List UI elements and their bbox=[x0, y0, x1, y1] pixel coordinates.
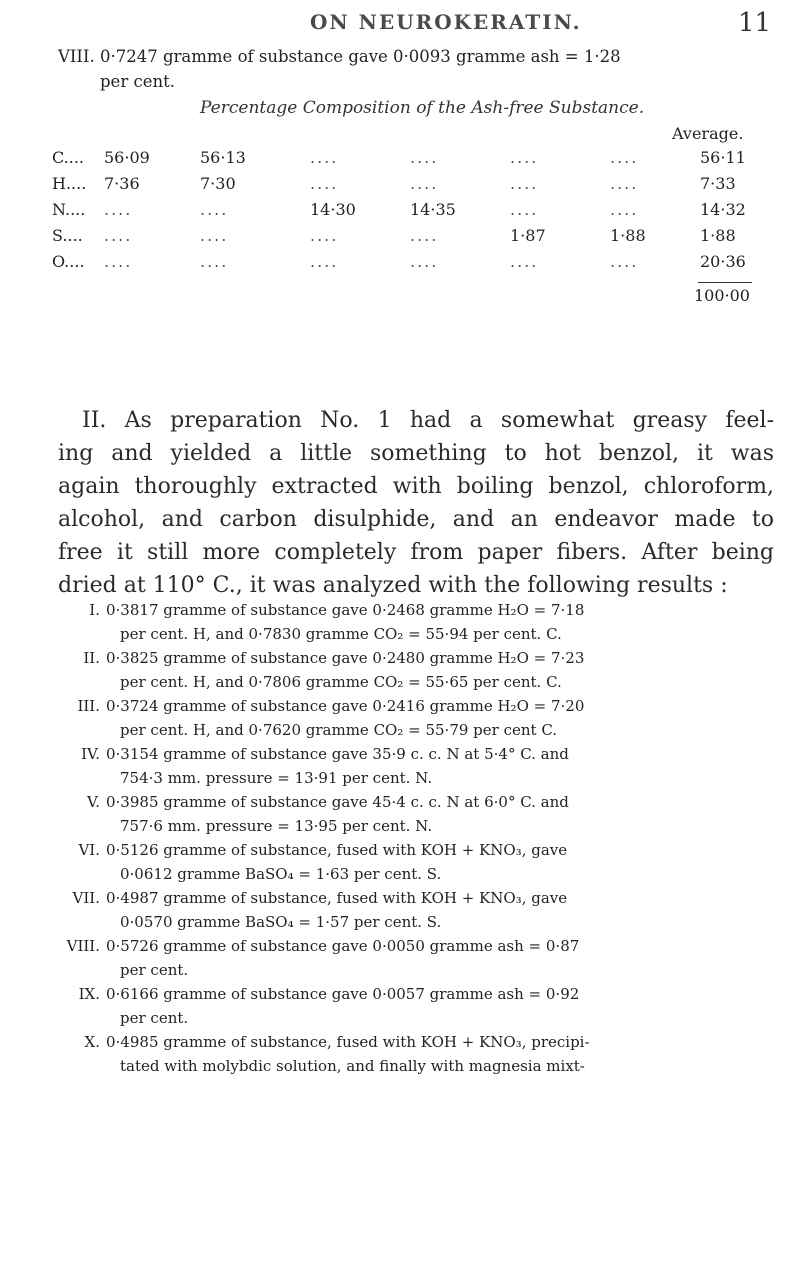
value-cell: 14·30 bbox=[310, 200, 356, 219]
average-value: 1·88 bbox=[700, 226, 736, 245]
lead-line-1: 0·7247 gramme of substance gave 0·0093 gramme ash = 1·28 bbox=[100, 47, 621, 66]
page-number: 11 bbox=[738, 8, 772, 38]
result-line: 0·3817 gramme of substance gave 0·2468 gramme H₂O = 7·18 bbox=[106, 601, 585, 619]
value-cell: 1·87 bbox=[510, 226, 546, 245]
leader-dots: .... bbox=[410, 148, 439, 167]
result-line: 757·6 mm. pressure = 13·95 per cent. N. bbox=[120, 817, 433, 835]
leader-dots: .... bbox=[510, 252, 539, 271]
result-text bbox=[106, 1030, 782, 1078]
result-text bbox=[106, 886, 782, 934]
result-text bbox=[106, 694, 782, 742]
leader-dots: .... bbox=[104, 252, 133, 271]
table-row bbox=[52, 226, 772, 252]
result-entry bbox=[52, 838, 782, 886]
average-value: 14·32 bbox=[700, 200, 746, 219]
value-cell: 14·35 bbox=[410, 200, 456, 219]
result-numeral: III. bbox=[77, 697, 100, 715]
average-value: 56·11 bbox=[700, 148, 746, 167]
result-numeral: II. bbox=[83, 649, 100, 667]
lead-numeral: VIII. bbox=[58, 47, 95, 66]
value-cell: 7·30 bbox=[200, 174, 236, 193]
leader-dots: .... bbox=[510, 200, 539, 219]
leader-dots: .... bbox=[410, 174, 439, 193]
lead-entry bbox=[58, 44, 780, 94]
result-line: 754·3 mm. pressure = 13·91 per cent. N. bbox=[120, 769, 433, 787]
paragraph-line: again thoroughly extracted with boiling benzol, chloroform, bbox=[58, 474, 774, 499]
table-title: Percentage Composition of the Ash-free Substance. bbox=[200, 98, 645, 118]
result-numeral: IX. bbox=[78, 985, 100, 1003]
result-text bbox=[106, 838, 782, 886]
result-line: per cent. H, and 0·7806 gramme CO₂ = 55·65 per cent. C. bbox=[120, 673, 562, 691]
paragraph-line: II. As preparation No. 1 had a somewhat greasy feel- bbox=[82, 408, 774, 433]
total-rule-row bbox=[52, 278, 772, 286]
result-entry bbox=[52, 694, 782, 742]
result-line: tated with molybdic solution, and finally with magnesia mixt- bbox=[120, 1057, 585, 1075]
result-line: 0·3724 gramme of substance gave 0·2416 gramme H₂O = 7·20 bbox=[106, 697, 585, 715]
element-symbol: C.... bbox=[52, 148, 85, 167]
result-line: 0·0612 gramme BaSO₄ = 1·63 per cent. S. bbox=[120, 865, 442, 883]
result-entry bbox=[52, 742, 782, 790]
leader-dots: .... bbox=[310, 226, 339, 245]
result-line: 0·3825 gramme of substance gave 0·2480 gramme H₂O = 7·23 bbox=[106, 649, 585, 667]
paragraph-line: free it still more completely from paper fibers. After being bbox=[58, 540, 774, 565]
leader-dots: .... bbox=[310, 148, 339, 167]
total-value: 100·00 bbox=[694, 286, 750, 305]
leader-dots: .... bbox=[610, 252, 639, 271]
value-cell: 56·13 bbox=[200, 148, 246, 167]
result-text bbox=[106, 934, 782, 982]
result-line: 0·4985 gramme of substance, fused with KOH + KNO₃, precipi- bbox=[106, 1033, 590, 1051]
element-symbol: O.... bbox=[52, 252, 85, 271]
value-cell: 56·09 bbox=[104, 148, 150, 167]
leader-dots: .... bbox=[310, 174, 339, 193]
table-row bbox=[52, 200, 772, 226]
average-header: Average. bbox=[672, 124, 744, 143]
result-entry bbox=[52, 886, 782, 934]
element-symbol: N.... bbox=[52, 200, 86, 219]
leader-dots: .... bbox=[104, 226, 133, 245]
result-line: per cent. bbox=[120, 1009, 189, 1027]
result-line: 0·3985 gramme of substance gave 45·4 c. c. N at 6·0° C. and bbox=[106, 793, 569, 811]
leader-dots: .... bbox=[510, 174, 539, 193]
result-entry bbox=[52, 1030, 782, 1078]
result-line: per cent. bbox=[120, 961, 189, 979]
result-entry bbox=[52, 646, 782, 694]
paragraph-line: ing and yielded a little something to hot benzol, it was bbox=[58, 441, 774, 466]
element-symbol: H.... bbox=[52, 174, 87, 193]
leader-dots: .... bbox=[610, 174, 639, 193]
result-text bbox=[106, 598, 782, 646]
value-cell: 1·88 bbox=[610, 226, 646, 245]
leader-dots: .... bbox=[200, 252, 229, 271]
leader-dots: .... bbox=[200, 226, 229, 245]
result-line: 0·0570 gramme BaSO₄ = 1·57 per cent. S. bbox=[120, 913, 442, 931]
result-line: 0·5126 gramme of substance, fused with KOH + KNO₃, gave bbox=[106, 841, 568, 859]
result-entry bbox=[52, 790, 782, 838]
result-line: per cent. H, and 0·7830 gramme CO₂ = 55·94 per cent. C. bbox=[120, 625, 562, 643]
table-row bbox=[52, 174, 772, 200]
leader-dots: .... bbox=[610, 200, 639, 219]
running-head: ON NEUROKERATIN. bbox=[310, 10, 582, 34]
value-cell: 7·36 bbox=[104, 174, 140, 193]
result-line: 0·3154 gramme of substance gave 35·9 c. c. N at 5·4° C. and bbox=[106, 745, 569, 763]
average-value: 7·33 bbox=[700, 174, 736, 193]
paragraph-line: dried at 110° C., it was analyzed with the following results : bbox=[58, 573, 728, 598]
result-text bbox=[106, 742, 782, 790]
result-numeral: VII. bbox=[72, 889, 100, 907]
leader-dots: .... bbox=[610, 148, 639, 167]
total-rule bbox=[698, 282, 752, 283]
result-line: 0·4987 gramme of substance, fused with KOH + KNO₃, gave bbox=[106, 889, 568, 907]
average-value: 20·36 bbox=[700, 252, 746, 271]
composition-table bbox=[52, 124, 772, 312]
leader-dots: .... bbox=[310, 252, 339, 271]
result-entry bbox=[52, 982, 782, 1030]
results-list bbox=[52, 598, 782, 1078]
element-symbol: S.... bbox=[52, 226, 83, 245]
leader-dots: .... bbox=[104, 200, 133, 219]
table-row bbox=[52, 252, 772, 278]
paragraph-line: alcohol, and carbon disulphide, and an endeavor made to bbox=[58, 507, 774, 532]
result-numeral: IV. bbox=[81, 745, 100, 763]
result-line: per cent. H, and 0·7620 gramme CO₂ = 55·79 per cent C. bbox=[120, 721, 558, 739]
body-paragraph bbox=[58, 404, 774, 602]
result-numeral: VI. bbox=[78, 841, 100, 859]
result-text bbox=[106, 646, 782, 694]
leader-dots: .... bbox=[510, 148, 539, 167]
result-text bbox=[106, 982, 782, 1030]
result-numeral: VIII. bbox=[66, 937, 100, 955]
result-numeral: X. bbox=[84, 1033, 100, 1051]
result-numeral: V. bbox=[87, 793, 100, 811]
total-row bbox=[52, 286, 772, 312]
table-row bbox=[52, 148, 772, 174]
result-line: 0·5726 gramme of substance gave 0·0050 gramme ash = 0·87 bbox=[106, 937, 580, 955]
leader-dots: .... bbox=[410, 226, 439, 245]
lead-line-2: per cent. bbox=[100, 72, 175, 91]
leader-dots: .... bbox=[200, 200, 229, 219]
result-text bbox=[106, 790, 782, 838]
result-entry bbox=[52, 934, 782, 982]
leader-dots: .... bbox=[410, 252, 439, 271]
result-line: 0·6166 gramme of substance gave 0·0057 gramme ash = 0·92 bbox=[106, 985, 580, 1003]
page-header bbox=[0, 8, 800, 44]
result-numeral: I. bbox=[89, 601, 100, 619]
result-entry bbox=[52, 598, 782, 646]
